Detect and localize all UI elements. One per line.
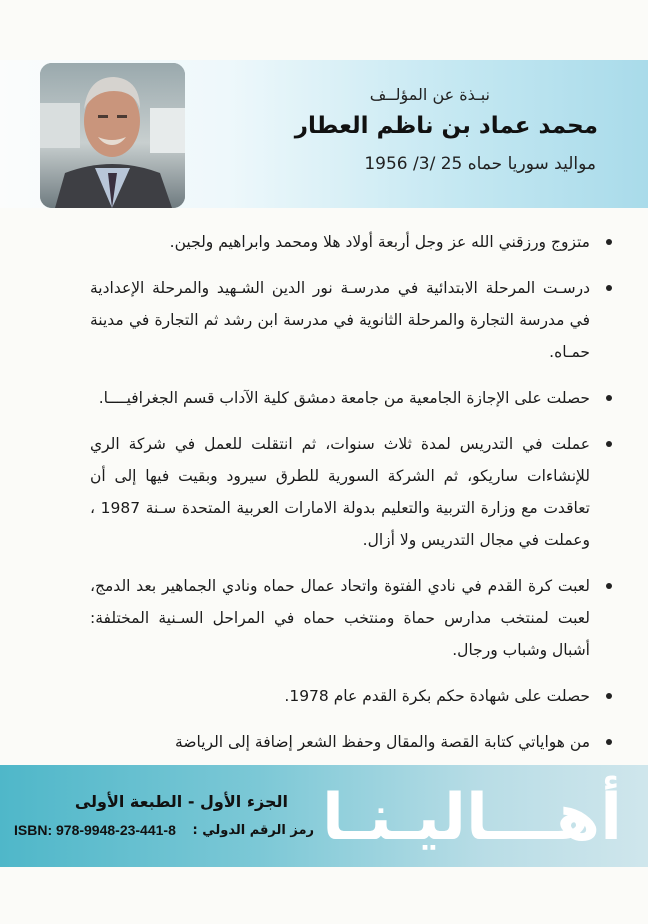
author-photo-icon (40, 63, 185, 208)
bullet-icon (606, 441, 612, 447)
bio-list (90, 226, 612, 772)
bio-item: درسـت المرحلة الابتدائية في مدرسـة نور الدين الشـهيد والمرحلة الإعدادية في مدرسة التجارة والمرحلة الثانوية في مدرسة ابن رشد ثم التجارة في مدينة حمـاه. (90, 272, 612, 368)
isbn-value: ISBN: 978-9948-23-441-8 (14, 822, 176, 838)
bio-item: عملت في التدريس لمدة ثلاث سنوات، ثم انتقلت للعمل في شركة الري للإنشاءات ساريكو، ثم الشركة السورية للطرق سيرود وبقيت فيها إلى أن تعاقدت مع وزارة التربية والتعليم بدولة الامارات العربية المتحدة سـنة 1987 ، وعملت في مجال التدريس ولا أزال. (90, 428, 612, 556)
edition-label: الجزء الأول - الطبعة الأولى (74, 792, 288, 811)
isbn-label: رمز الرقم الدولي : (192, 822, 314, 838)
bullet-icon (606, 739, 612, 745)
bio-item: متزوج ورزقني الله عز وجل أربعة أولاد هلا ومحمد وابراهيم ولجين. (90, 226, 612, 258)
bio-item: حصلت على شهادة حكم بكرة القدم عام 1978. (90, 680, 612, 712)
bullet-icon (606, 395, 612, 401)
bullet-icon (606, 239, 612, 245)
birth-info: مواليد سوريا حماه 25 /3/ 1956 (364, 154, 596, 174)
author-portrait (40, 63, 185, 208)
series-brand-title: أهـــاليـنـا (321, 781, 622, 855)
bio-item: حصلت على الإجازة الجامعية من جامعة دمشق كلية الآداب قسم الجغرافيــــا. (90, 382, 612, 414)
bio-item: من هواياتي كتابة القصة والمقال وحفظ الشعر إضافة إلى الرياضة (90, 726, 612, 758)
bullet-icon (606, 285, 612, 291)
author-name: محمد عماد بن ناظم العطار (294, 113, 598, 139)
bullet-icon (606, 583, 612, 589)
bio-item: لعبت كرة القدم في نادي الفتوة واتحاد عمال حماه ونادي الجماهير بعد الدمج، لعبت لمنتخب مدارس حماة ومنتخب حماه في المراحل السـنية المختلفة: أشبال وشباب ورجال. (90, 570, 612, 666)
bullet-icon (606, 693, 612, 699)
isbn-row (14, 822, 314, 838)
about-author-label: نبـذة عن المؤلــف (369, 85, 490, 104)
